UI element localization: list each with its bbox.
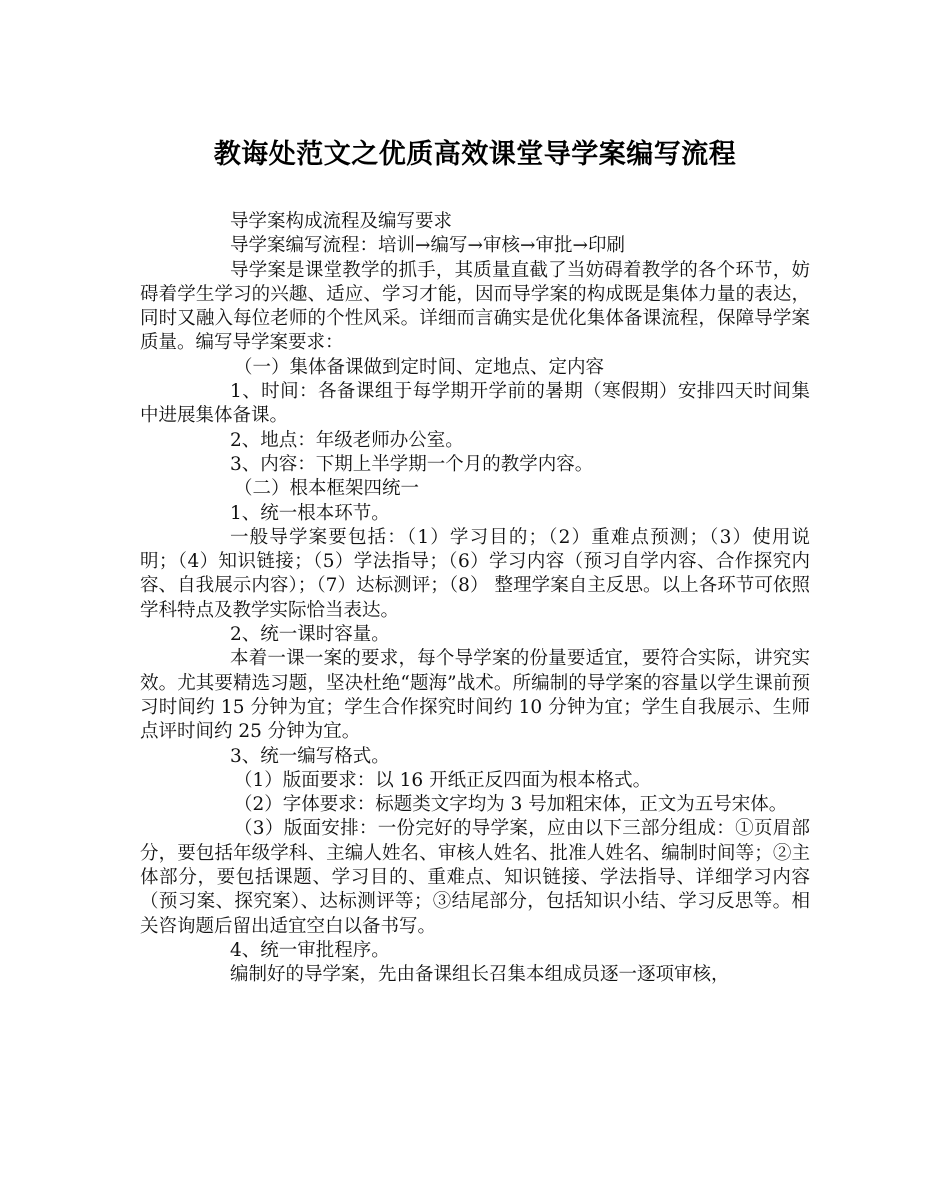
paragraph-content: 3、内容：下期上半学期一个月的教学内容。 [230,453,594,475]
document-title: 教诲处范文之优质高效课堂导学案编写流程 [213,139,737,170]
paragraph-writing-process: 导学案编写流程：培训→编写→审核→审批→印刷 [230,235,626,257]
paragraph-unify-format: 3、统一编写格式。 [230,745,390,767]
paragraph-layout-requirement: （1）版面要求：以 16 开纸正反四面为根本格式。 [234,769,652,791]
paragraph-unify-approval: 4、统一审批程序。 [230,939,390,961]
paragraph-section-2-heading: （二）根本框架四统一 [234,478,420,500]
paragraph-capacity-detail: 本着一课一案的要求，每个导学案的份量要适宜，要符合实际，讲究实效。尤其要精选习题，坚决杜绝“题海”战术。所编制的导学案的容量以学生课前预习时间约 15 分钟为宜；学生合作探究时间约 10 分钟为宜；学生自我展示、生师点评时间约 25 分钟为宜。 [140,648,810,743]
paragraph-unify-capacity: 2、统一课时容量。 [230,624,390,646]
paragraph-font-requirement: （2）字体要求：标题类文字均为 3 号加粗宋体，正文为五号宋体。 [234,794,788,816]
paragraph-heading-structure: 导学案构成流程及编写要求 [230,211,453,232]
paragraph-time: 1、时间：各备课组于每学期开学前的暑期（寒假期）安排四天时间集中进展集体备课。 [140,381,810,427]
paragraph-approval-detail: 编制好的导学案，先由备课组长召集本组成员逐一逐项审核， [230,964,730,986]
paragraph-layout-arrangement: （3）版面安排：一份完好的导学案，应由以下三部分组成：①页眉部分，要包括年级学科、主编人姓名、审核人姓名、批准人姓名、编制时间等；②主体部分，要包括课题、学习目的、重难点、知识链接、学法指导、详细学习内容（预习案、探究案）、达标测评等；③结尾部分，包括知识小结、学习反思等。相关咨询题后留出适宜空白以备书写。 [140,818,810,937]
paragraph-unify-steps: 1、统一根本环节。 [230,502,390,524]
paragraph-intro: 导学案是课堂教学的抓手，其质量直截了当妨碍着教学的各个环节，妨碍着学生学习的兴趣、适应、学习才能，因而导学案的构成既是集体力量的表达，同时又融入每位老师的个性风采。详细而言确实是优化集体备课流程，保障导学案质量。编写导学案要求： [140,259,810,354]
paragraph-section-1-heading: （一）集体备课做到定时间、定地点、定内容 [234,356,605,378]
document-body [140,210,810,988]
paragraph-place: 2、地点：年级老师办公室。 [230,429,464,451]
paragraph-steps-detail: 一般导学案要包括：（1）学习目的；（2）重难点预测；（3）使用说明；（4）知识链接；（5）学法指导；（6）学习内容（预习自学内容、合作探究内容、自我展示内容）；（7）达标测评；（8） 整理学案自主反思。以上各环节可依照学科特点及教学实际恰当表达。 [140,526,810,621]
